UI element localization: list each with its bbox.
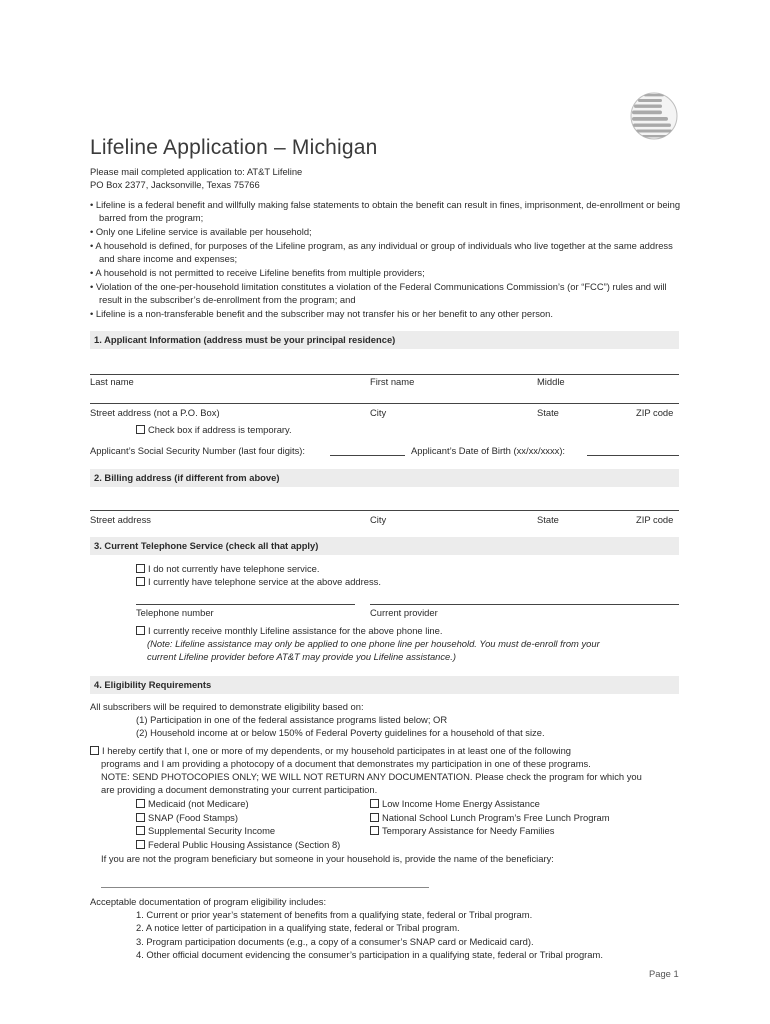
note-line-2: current Lifeline provider before AT&T may provide you Lifeline assistance.) [147, 651, 456, 662]
rule-item: • A household is not permitted to receive Lifeline benefits from multiple providers; [90, 267, 425, 278]
page-title: Lifeline Application – Michigan [90, 136, 378, 159]
telephone-label: Telephone number [136, 607, 214, 618]
provider-label: Current provider [370, 607, 438, 618]
ssn-field[interactable] [330, 455, 405, 456]
temporary-address-option[interactable] [136, 424, 292, 435]
program-label: Federal Public Housing Assistance (Section 8) [148, 839, 341, 850]
certify-option[interactable] [90, 745, 571, 756]
checkbox-icon[interactable] [136, 826, 145, 835]
checkbox-icon[interactable] [136, 799, 145, 808]
checkbox-icon[interactable] [136, 626, 145, 635]
section-1-header: 1. Applicant Information (address must be your principal residence) [90, 331, 679, 349]
program-label: Temporary Assistance for Needy Families [382, 825, 555, 836]
mail-line-2: PO Box 2377, Jacksonville, Texas 75766 [90, 179, 260, 190]
middle-label: Middle [537, 376, 565, 387]
state-label: State [537, 407, 559, 418]
doc-item: 3. Program participation documents (e.g., a copy of a consumer’s SNAP card or Medicaid card). [136, 936, 534, 947]
ssn-label: Applicant’s Social Security Number (last four digits): [90, 445, 306, 456]
program-housing[interactable] [136, 839, 340, 850]
billing-zip-label: ZIP code [636, 514, 674, 525]
program-label: National School Lunch Program’s Free Lunch Program [382, 812, 610, 823]
billing-address-line[interactable] [90, 510, 679, 511]
certify-line-4: are providing a document demonstrating your current participation. [101, 784, 378, 795]
program-ssi[interactable] [136, 825, 275, 836]
first-name-label: First name [370, 376, 415, 387]
rule-item: • Lifeline is a federal benefit and willfully making false statements to obtain the benefit can result in fines, imprisonment, de-enrollment or being barred from the program; [90, 199, 681, 223]
certify-line-2: programs and I am providing a photocopy of a document that demonstrates my participation in one of these programs. [101, 758, 591, 769]
program-school-lunch[interactable] [370, 812, 610, 823]
globe-logo-icon [630, 92, 678, 140]
rule-item: • Violation of the one-per-household limitation constitutes a violation of the Federal Communications Commission’s (or “FCC”) rules and will result in the subscriber’s de-enrollment from the program; and [90, 281, 667, 305]
checkbox-icon[interactable] [136, 564, 145, 573]
doc-item: 4. Other official document evidencing the consumer’s participation in a qualifying state, federal or Tribal program. [136, 949, 603, 960]
section-4-header: 4. Eligibility Requirements [90, 676, 679, 694]
no-service-label: I do not currently have telephone service. [148, 563, 320, 574]
program-label: Supplemental Security Income [148, 825, 276, 836]
billing-city-label: City [370, 514, 387, 525]
rule-item: • A household is defined, for purposes of the Lifeline program, as any individual or group of individuals who live together at the same address and share income and expenses; [90, 240, 673, 264]
billing-state-label: State [537, 514, 559, 525]
checkbox-icon[interactable] [370, 813, 379, 822]
checkbox-icon[interactable] [136, 577, 145, 586]
address-line[interactable] [90, 403, 679, 404]
rule-item: • Lifeline is a non-transferable benefit and the subscriber may not transfer his or her benefit to any other person. [90, 308, 553, 319]
note-line-1: (Note: Lifeline assistance may only be applied to one phone line per household. You must de-enroll from your [147, 638, 600, 649]
certify-line-3: NOTE: SEND PHOTOCOPIES ONLY; WE WILL NOT RETURN ANY DOCUMENTATION. Please check the program for which you [101, 771, 642, 782]
beneficiary-field[interactable] [101, 887, 429, 888]
lifeline-assistance-option[interactable] [136, 625, 442, 636]
checkbox-icon[interactable] [90, 746, 99, 755]
checkbox-icon[interactable] [370, 799, 379, 808]
program-label: Low Income Home Energy Assistance [382, 798, 540, 809]
basis-1: (1) Participation in one of the federal assistance programs listed below; OR [136, 714, 448, 725]
last-name-label: Last name [90, 376, 134, 387]
street-label: Street address (not a P.O. Box) [90, 407, 220, 418]
no-service-option[interactable] [136, 563, 319, 574]
beneficiary-label: If you are not the program beneficiary but someone in your household is, provide the name of the beneficiary: [101, 853, 554, 864]
doc-item: 2. A notice letter of participation in a qualifying state, federal or Tribal program. [136, 922, 460, 933]
certify-line-1: I hereby certify that I, one or more of my dependents, or my household participates in at least one of the following [102, 745, 572, 756]
program-tanf[interactable] [370, 825, 554, 836]
checkbox-icon[interactable] [136, 813, 145, 822]
program-label: Medicaid (not Medicare) [148, 798, 249, 809]
checkbox-icon[interactable] [136, 840, 145, 849]
billing-street-label: Street address [90, 514, 151, 525]
program-label: SNAP (Food Stamps) [148, 812, 238, 823]
has-service-label: I currently have telephone service at the above address. [148, 576, 381, 587]
has-service-option[interactable] [136, 576, 381, 587]
dob-label: Applicant’s Date of Birth (xx/xx/xxxx): [411, 445, 566, 456]
checkbox-icon[interactable] [370, 826, 379, 835]
telephone-field[interactable] [136, 604, 355, 605]
provider-field[interactable] [370, 604, 679, 605]
name-line[interactable] [90, 374, 679, 375]
checkbox-icon[interactable] [136, 425, 145, 434]
dob-field[interactable] [587, 455, 679, 456]
rules-list [90, 198, 690, 320]
docs-intro: Acceptable documentation of program eligibility includes: [90, 896, 327, 907]
lifeline-assistance-label: I currently receive monthly Lifeline assistance for the above phone line. [148, 625, 443, 636]
rule-item: • Only one Lifeline service is available per household; [90, 226, 312, 237]
section-3-header: 3. Current Telephone Service (check all that apply) [90, 537, 679, 555]
city-label: City [370, 407, 387, 418]
zip-label: ZIP code [636, 407, 674, 418]
page-number: Page 1 [649, 968, 679, 979]
section-2-header: 2. Billing address (if different from above) [90, 469, 679, 487]
mail-line-1: Please mail completed application to: AT&T Lifeline [90, 166, 303, 177]
eligibility-intro: All subscribers will be required to demonstrate eligibility based on: [90, 701, 364, 712]
doc-item: 1. Current or prior year’s statement of benefits from a qualifying state, federal or Tribal program. [136, 909, 533, 920]
basis-2: (2) Household income at or below 150% of Federal Poverty guidelines for a household of that size. [136, 727, 545, 738]
program-medicaid[interactable] [136, 798, 249, 809]
program-liheap[interactable] [370, 798, 540, 809]
temporary-label: Check box if address is temporary. [148, 424, 292, 435]
program-snap[interactable] [136, 812, 238, 823]
